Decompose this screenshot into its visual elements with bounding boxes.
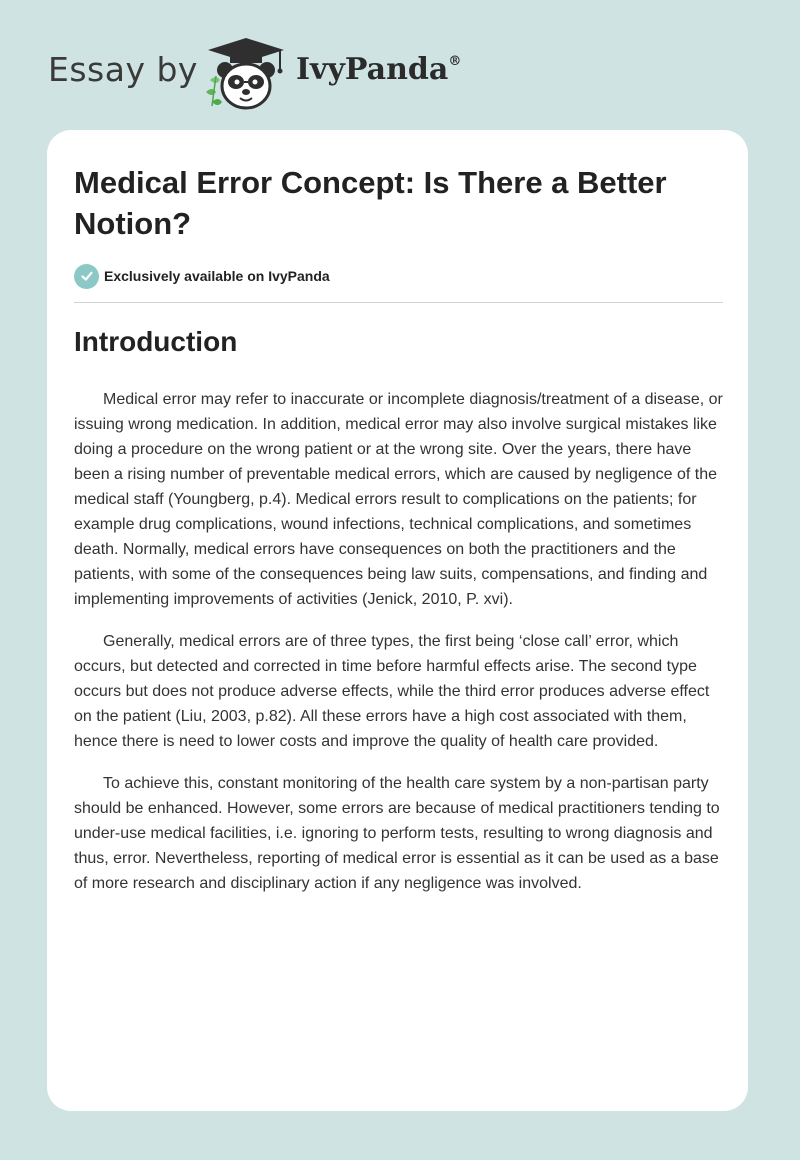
section-heading-introduction: Introduction <box>74 326 238 357</box>
brand-wordmark[interactable] <box>296 52 461 87</box>
exclusive-badge <box>74 263 330 289</box>
essay-title: Medical Error Concept: Is There a Better Notion? <box>74 165 667 241</box>
title-divider <box>74 302 723 303</box>
exclusive-badge-text: Exclusively available on IvyPanda <box>104 268 330 284</box>
paragraph: Generally, medical errors are of three types, the first being ‘close call’ error, which occurs, but detected and corrected in time before harmful effects arise. The second type occurs but does not produce adverse effects, while the third error produces adverse effect on the patient (Liu, 2003, p.82). All these errors have a high cost associated with them, hence there is need to lower costs and improve the quality of health care provided. <box>74 633 710 750</box>
essay-by-label: Essay by <box>48 50 198 89</box>
registered-mark: ® <box>448 54 462 69</box>
panda-graduate-logo-icon[interactable] <box>200 36 292 112</box>
essay-body <box>74 387 726 913</box>
essay-card <box>47 130 748 1111</box>
site-header <box>0 0 800 130</box>
paragraph: To achieve this, constant monitoring of the health care system by a non-partisan party should be enhanced. However, some errors are because of medical practitioners tending to under-use medical facilities, i.e. ignoring to perform tests, resulting to wrong diagnosis and thus, error. Nevertheless, reporting of medical error is essential as it can be used as a base of more research and disciplinary action if any negligence was involved. <box>74 775 720 892</box>
paragraph: Medical error may refer to inaccurate or incomplete diagnosis/treatment of a disease, or issuing wrong medication. In addition, medical error may also involve surgical mistakes like doing a procedure on the wrong patient or at the wrong site. Over the years, there have been a rising number of preventable medical errors, which are caused by negligence of the medical staff (Youngberg, p.4). Medical errors result to complications on the patients; for example drug complications, wound infections, technical complications, and sometimes death. Normally, medical errors have consequences on both the practitioners and the patients, with some of the consequences being law suits, compensations, and finding and implementing improvements of activities (Jenick, 2010, P. xvi). <box>74 391 723 608</box>
brand-name: IvyPanda <box>296 52 449 87</box>
check-circle-icon <box>74 264 99 289</box>
